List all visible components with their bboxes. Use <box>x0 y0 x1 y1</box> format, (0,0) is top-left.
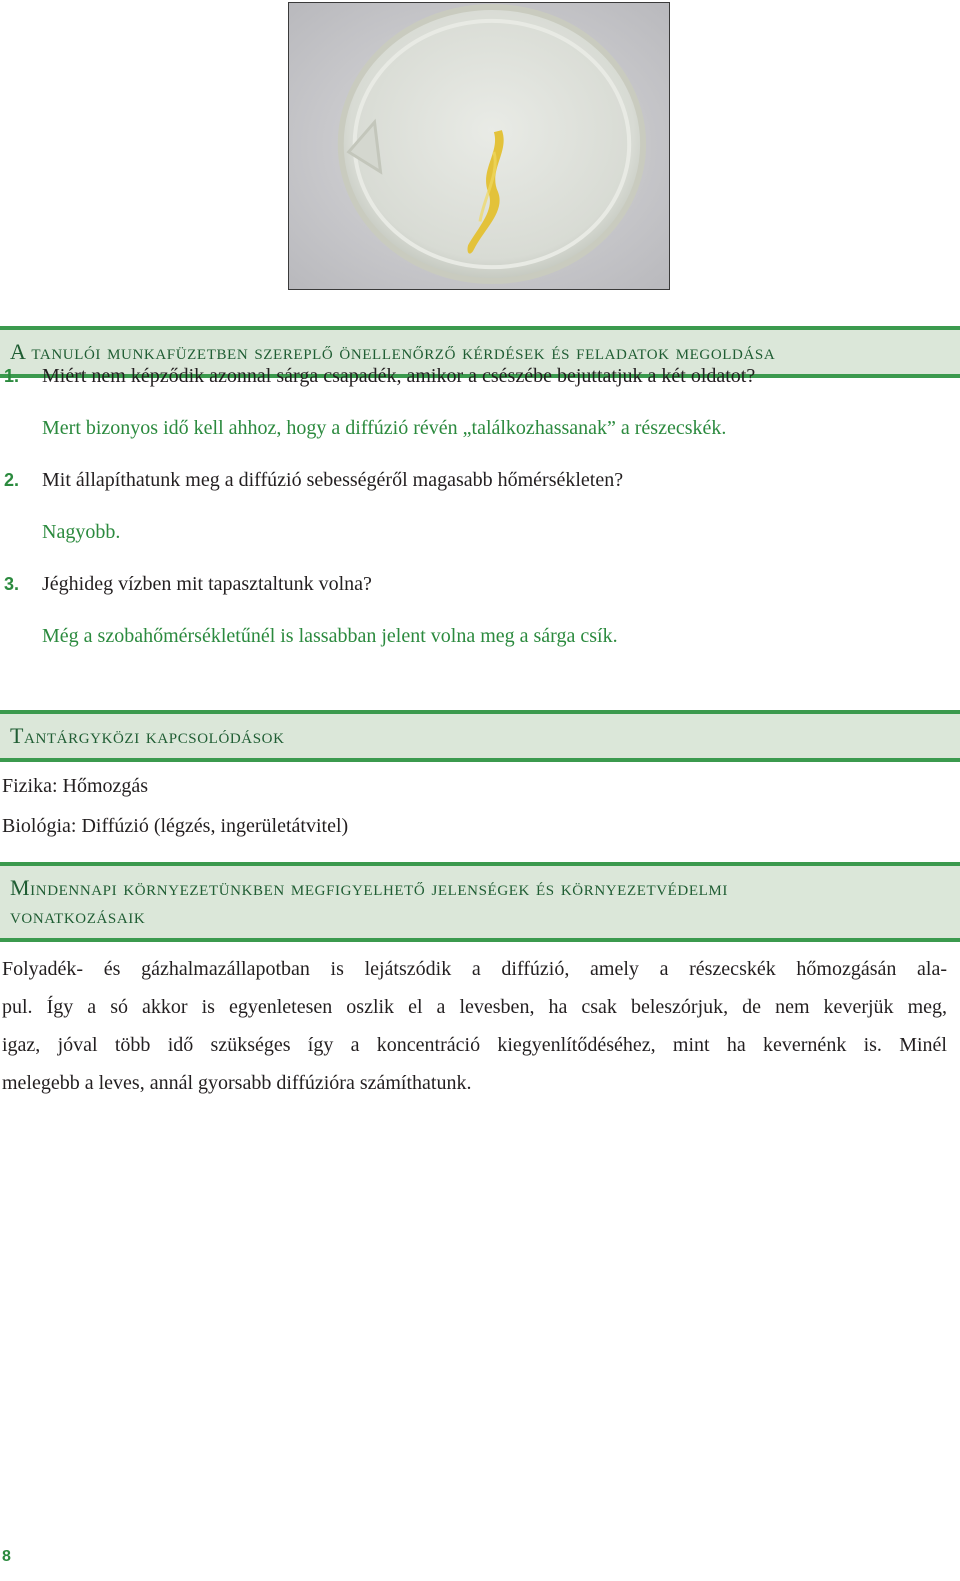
answer-1: Mert bizonyos idő kell ahhoz, hogy a diffúzió révén „találkozhassanak” a részecskék. <box>42 417 727 439</box>
question-text: Mit állapíthatunk meg a diffúzió sebességéről magasabb hőmérsékleten? <box>42 469 624 491</box>
section-title-line1: Mindennapi környezetünkben megfigyelhető jelenségek és környezetvédelmi <box>10 875 728 900</box>
question-text: Miért nem képződik azonnal sárga csapadék, amikor a csészébe bejuttatjuk a két oldatot? <box>42 365 756 387</box>
paragraph-line: pul. Így a só akkor is egyenletesen oszlik el a levesben, ha csak beleszórjuk, de nem keverjük meg, <box>2 996 947 1018</box>
section-header-everyday <box>0 862 960 942</box>
section-title: Tantárgyközi kapcsolódások <box>10 723 285 748</box>
question-text: Jéghideg vízben mit tapasztaltunk volna? <box>42 573 372 595</box>
crosscurricular-physics: Fizika: Hőmozgás <box>2 775 149 797</box>
answer-3: Még a szobahőmérsékletűnél is lassabban jelent volna meg a sárga csík. <box>42 625 618 647</box>
question-number: 3. <box>4 574 20 594</box>
section-title-line2: vonatkozásaik <box>10 903 146 928</box>
crosscurricular-biology: Biológia: Diffúzió (légzés, ingerületátvitel) <box>2 815 349 837</box>
petri-dish-photo <box>288 2 670 290</box>
section-title: A tanulói munkafüzetben szereplő önellenőrző kérdések és feladatok megoldása <box>10 339 776 364</box>
question-number: 1. <box>4 366 20 386</box>
question-number: 2. <box>4 470 20 490</box>
paragraph-line: Folyadék- és gázhalmazállapotban is lejátszódik a diffúzió, amely a részecskék hőmozgásán ala- <box>2 958 947 980</box>
everyday-paragraph <box>2 950 947 1102</box>
page-number: 8 <box>2 1548 11 1565</box>
section-header-crosscurricular <box>0 710 960 762</box>
paragraph-line: igaz, jóval több idő szükséges így a koncentráció kiegyenlítődéséhez, mint ha kevernénk is. Minél <box>2 1034 947 1056</box>
paragraph-line: melegebb a leves, annál gyorsabb diffúzióra számíthatunk. <box>2 1072 472 1094</box>
answer-2: Nagyobb. <box>42 521 121 543</box>
